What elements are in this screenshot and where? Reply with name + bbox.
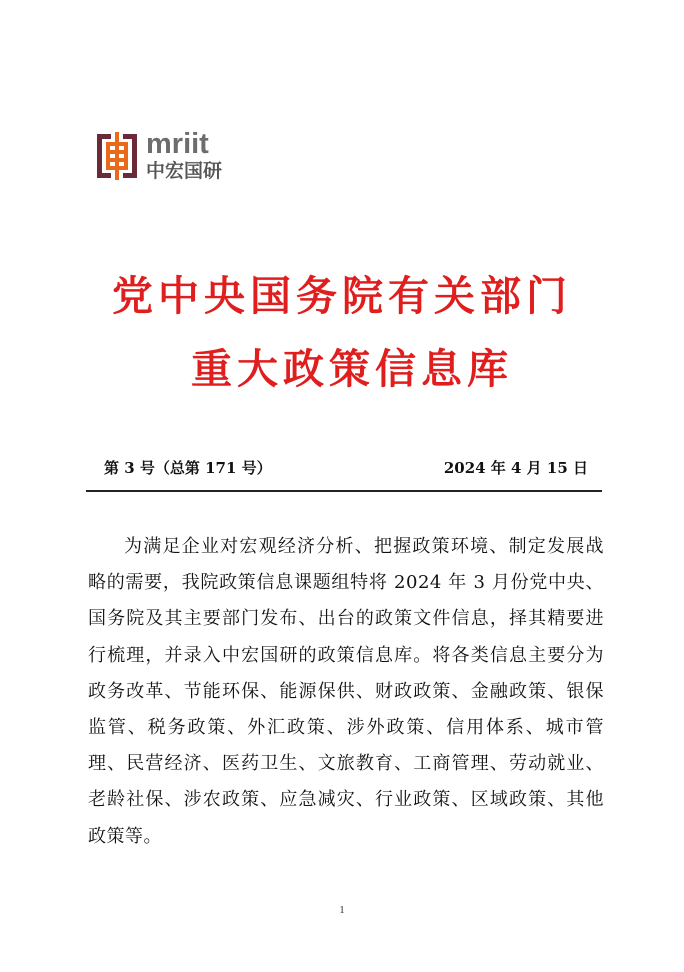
- issue-info-row: [104, 457, 588, 481]
- mriit-logo-icon: [93, 130, 141, 182]
- issue-date: 2024 年 4 月 15 日: [443, 459, 588, 477]
- header-divider: [86, 490, 602, 492]
- issue-number: 第 3 号（总第 171 号）: [104, 459, 272, 477]
- page-number: 1: [339, 904, 345, 916]
- document-title-line-2: 重大政策信息库: [191, 345, 513, 393]
- document-title-line-1: 党中央国务院有关部门: [112, 272, 572, 320]
- logo-text-en: mriit: [146, 128, 209, 160]
- intro-paragraph: 为满足企业对宏观经济分析、把握政策环境、制定发展战略的需要，我院政策信息课题组特将 2024 年 3 月份党中央、国务院及其主要部门发布、出台的政策文件信息，择其精要进行梳理，并录入中宏国研的政策信息库。将各类信息主要分为政务改革、节能环保、能源保供、财政政策、金融政策、银保监管、税务政策、外汇政策、涉外政策、信用体系、城市管理、民营经济、医药卫生、文旅教育、工商管理、劳动就业、老龄社保、涉农政策、应急减灾、行业政策、区域政策、其他政策等。: [88, 536, 604, 847]
- logo: [93, 130, 233, 182]
- logo-text-cn: 中宏国研: [146, 160, 223, 182]
